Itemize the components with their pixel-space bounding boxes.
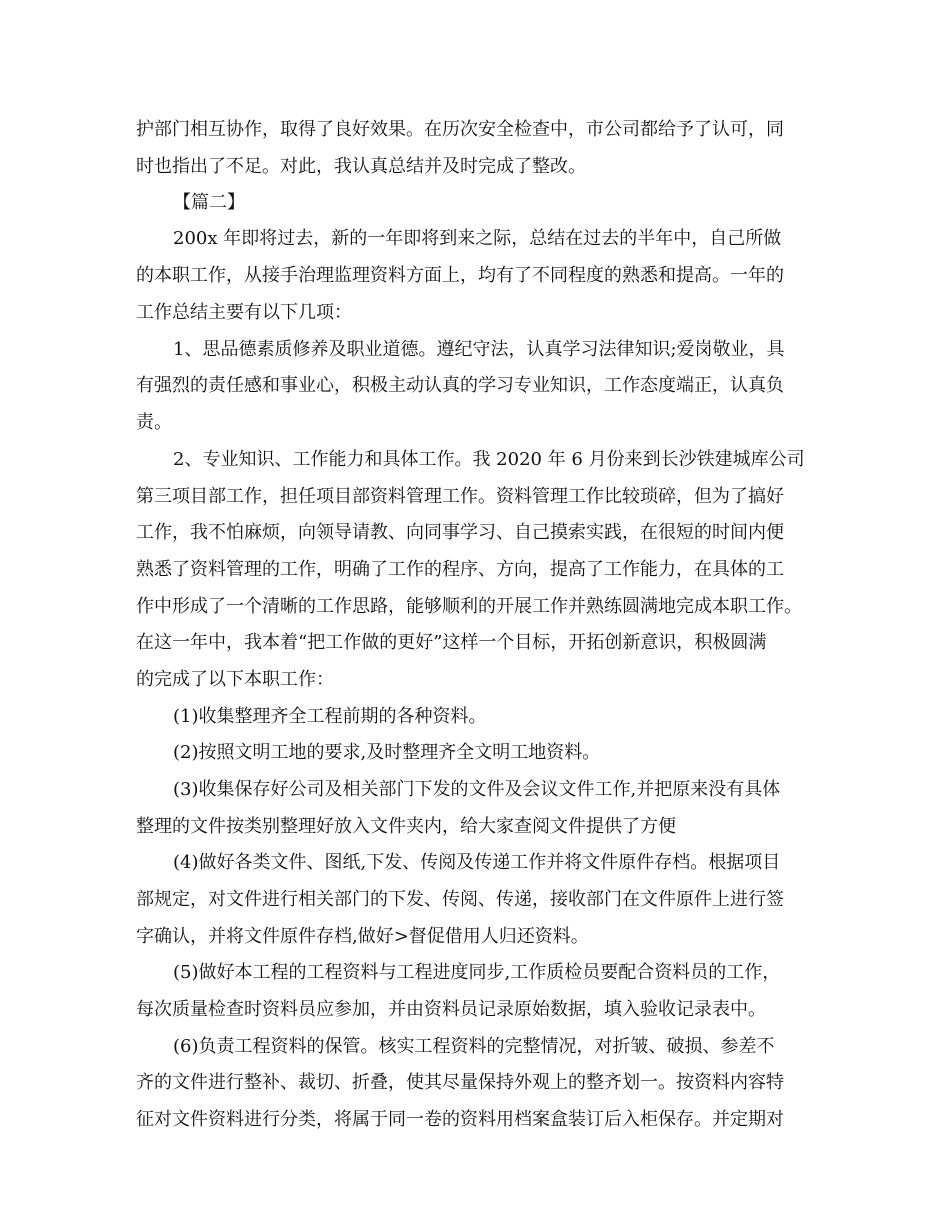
text-line: 护部门相互协作，取得了良好效果。在历次安全检查中，市公司都给予了认可，同 <box>136 119 784 140</box>
text-line: 齐的文件进行整补、裁切、折叠，使其尽量保持外观上的整齐划一。按资料内容特 <box>136 1072 784 1093</box>
text-line: 整理的文件按类别整理好放入文件夹内，给大家查阅文件提供了方便 <box>136 816 676 837</box>
text-line: 部规定，对文件进行相关部门的下发、传阅、传递，接收部门在文件原件上进行签 <box>136 889 784 910</box>
text-line: 熟悉了资料管理的工作，明确了工作的程序、方向，提高了工作能力，在具体的工 <box>136 559 784 580</box>
list-item: (5)做好本工程的工程资料与工程进度同步,工作质检员要配合资料员的工作， <box>173 962 781 983</box>
text-line: 第三项目部工作，担任项目部资料管理工作。资料管理工作比较琐碎，但为了搞好 <box>136 486 784 507</box>
text-line: 200x 年即将过去，新的一年即将到来之际，总结在过去的半年中，自己所做 <box>173 228 782 249</box>
section-heading: 【篇二】 <box>173 192 245 213</box>
list-item: (4)做好各类文件、图纸,下发、传阅及传递工作并将文件原件存档。根据项目 <box>173 852 781 873</box>
text-line: 每次质量检查时资料员应参加，并由资料员记录原始数据，填入验收记录表中。 <box>136 999 766 1020</box>
text-line: 字确认，并将文件原件存档,做好>督促借用人归还资料。 <box>136 926 589 947</box>
text-line: 作中形成了一个清晰的工作思路，能够顺利的开展工作并熟练圆满地完成本职工作。 <box>136 596 802 617</box>
list-item: (3)收集保存好公司及相关部门下发的文件及会议文件工作,并把原来没有具体 <box>173 779 781 800</box>
text-line: 在这一年中，我本着“把工作做的更好”这样一个目标，开拓创新意识，积极圆满 <box>136 632 767 653</box>
text-line: 2、专业知识、工作能力和具体工作。我 2020 年 6 月份来到长沙铁建城库公司 <box>173 449 805 470</box>
text-line: 工作，我不怕麻烦，向领导请教、向同事学习、自己摸索实践，在很短的时间内便 <box>136 522 784 543</box>
text-line: 的完成了以下本职工作： <box>136 669 334 690</box>
text-line: 时也指出了不足。对此，我认真总结并及时完成了整改。 <box>136 156 586 177</box>
list-item: (1)收集整理齐全工程前期的各种资料。 <box>173 706 487 727</box>
text-line: 的本职工作，从接手治理监理资料方面上，均有了不同程度的熟悉和提高。一年的 <box>136 265 784 286</box>
text-line: 征对文件资料进行分类，将属于同一卷的资料用档案盒装订后入柜保存。并定期对 <box>136 1109 784 1130</box>
text-line: 责。 <box>136 412 172 433</box>
text-line: 1、思品德素质修养及职业道德。遵纪守法，认真学习法律知识;爱岗敬业，具 <box>173 339 785 360</box>
text-line: 有强烈的责任感和事业心，积极主动认真的学习专业知识，工作态度端正，认真负 <box>136 375 784 396</box>
list-item: (2)按照文明工地的要求,及时整理齐全文明工地资料。 <box>173 742 601 763</box>
list-item: (6)负责工程资料的保管。核实工程资料的完整情况，对折皱、破损、参差不 <box>173 1036 775 1057</box>
text-line: 工作总结主要有以下几项： <box>136 302 352 323</box>
